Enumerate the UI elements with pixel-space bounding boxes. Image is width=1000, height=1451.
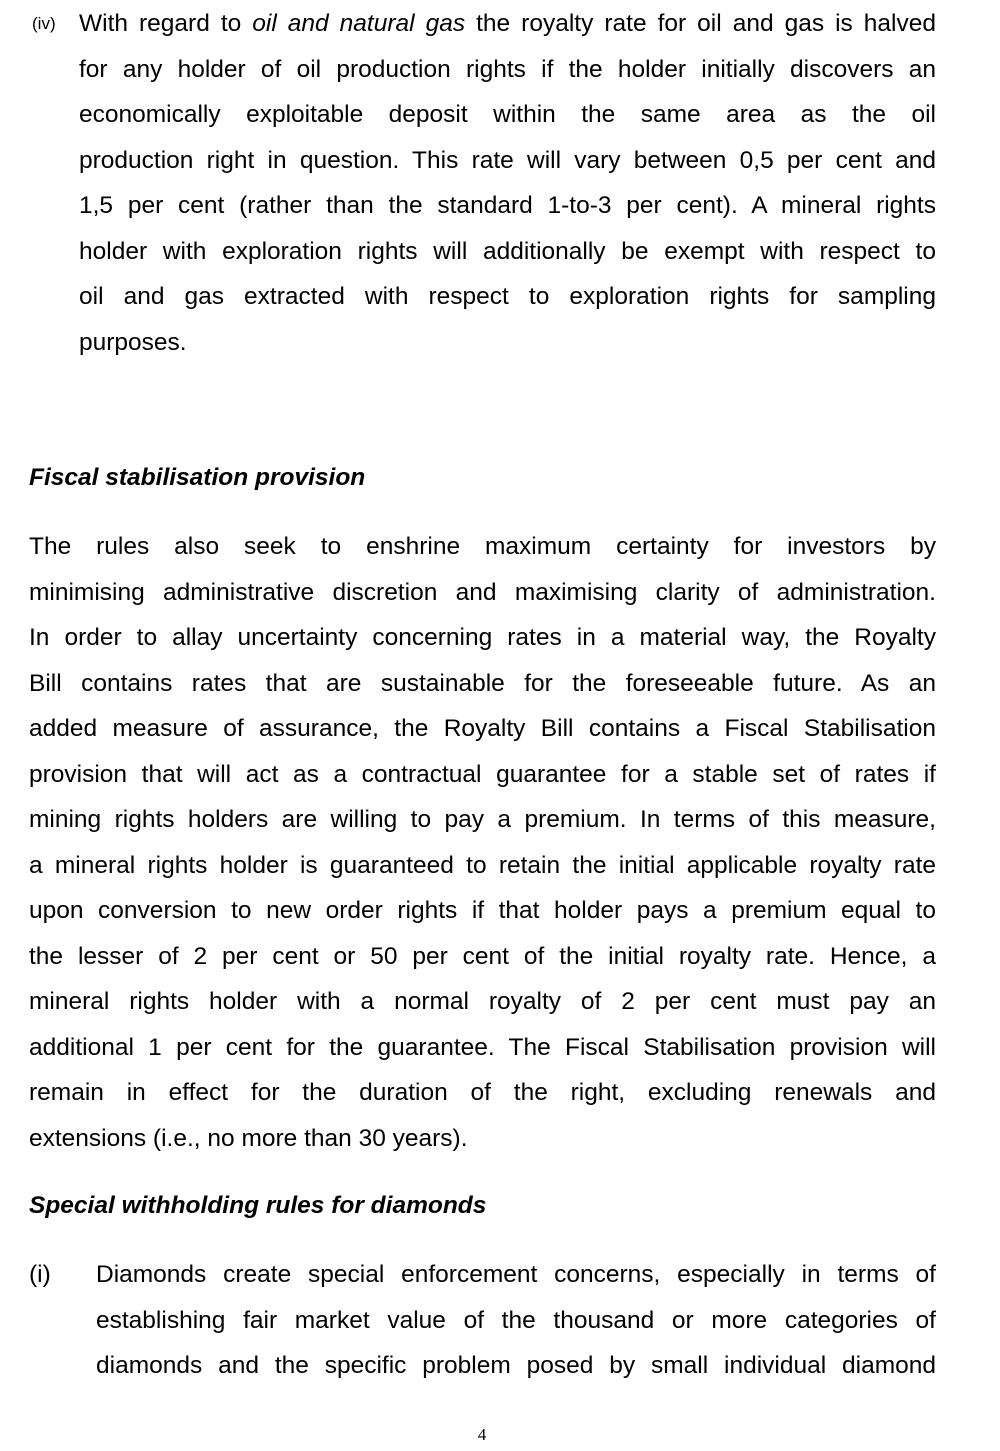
text-segment: the royalty rate for oil and gas is halved <box>465 10 936 37</box>
paragraph-line: the lesser of 2 per cent or 50 per cent of the initial royalty rate. Hence, a <box>29 942 936 970</box>
paragraph-line: In order to allay uncertainty concerning rates in a material way, the Royalty <box>29 624 936 651</box>
list-label-i: (i) <box>29 1261 51 1288</box>
list-item-iv-line-6: holder with exploration rights will additionally be exempt with respect to <box>79 237 936 265</box>
list-item-i <box>96 1252 936 1389</box>
list-item-iv-line-3: economically exploitable deposit within the same area as the oil <box>79 101 936 128</box>
paragraph-line: Bill contains rates that are sustainable for the foreseeable future. As an <box>29 669 936 697</box>
paragraph-line: mineral rights holder with a normal royalty of 2 per cent must pay an <box>29 988 936 1015</box>
list-item-iv <box>79 1 936 365</box>
list-item-iv-line-2: for any holder of oil production rights if the holder initially discovers an <box>79 55 936 83</box>
paragraph-line: provision that will act as a contractual guarantee for a stable set of rates if <box>29 760 936 788</box>
italic-term: oil and natural gas <box>252 10 466 37</box>
list-item-iv-line-1 <box>79 1 936 47</box>
list-item-iv-line-7: oil and gas extracted with respect to exploration rights for sampling <box>79 283 936 310</box>
paragraph-line: remain in effect for the duration of the right, excluding renewals and <box>29 1079 936 1106</box>
list-item-iv-line-8: purposes. <box>79 328 187 356</box>
paragraph-fiscal <box>29 524 936 1161</box>
text-segment: With regard to <box>79 10 253 37</box>
paragraph-line: added measure of assurance, the Royalty Bill contains a Fiscal Stabilisation <box>29 715 936 742</box>
list-item-i-line-1: Diamonds create special enforcement concerns, especially in terms of <box>96 1261 936 1288</box>
paragraph-line: mining rights holders are willing to pay a premium. In terms of this measure, <box>29 806 936 833</box>
section-heading-diamonds: Special withholding rules for diamonds <box>29 1192 487 1219</box>
paragraph-line: extensions (i.e., no more than 30 years). <box>29 1124 468 1152</box>
paragraph-line: upon conversion to new order rights if that holder pays a premium equal to <box>29 897 936 924</box>
list-label-iv: (iv) <box>32 14 56 33</box>
list-item-i-line-3: diamonds and the specific problem posed by small individual diamond <box>96 1352 936 1379</box>
paragraph-line: additional 1 per cent for the guarantee. The Fiscal Stabilisation provision will <box>29 1033 936 1061</box>
paragraph-line: a mineral rights holder is guaranteed to retain the initial applicable royalty rate <box>29 851 936 879</box>
page-number: 4 <box>477 1425 487 1444</box>
paragraph-line: The rules also seek to enshrine maximum certainty for investors by <box>29 533 936 560</box>
section-heading-fiscal: Fiscal stabilisation provision <box>29 464 366 491</box>
list-item-i-line-2: establishing fair market value of the thousand or more categories of <box>96 1306 936 1334</box>
paragraph-line: minimising administrative discretion and maximising clarity of administration. <box>29 578 936 606</box>
list-item-iv-line-4: production right in question. This rate will vary between 0,5 per cent and <box>79 146 936 174</box>
list-item-iv-line-5: 1,5 per cent (rather than the standard 1-to-3 per cent). A mineral rights <box>79 192 936 219</box>
